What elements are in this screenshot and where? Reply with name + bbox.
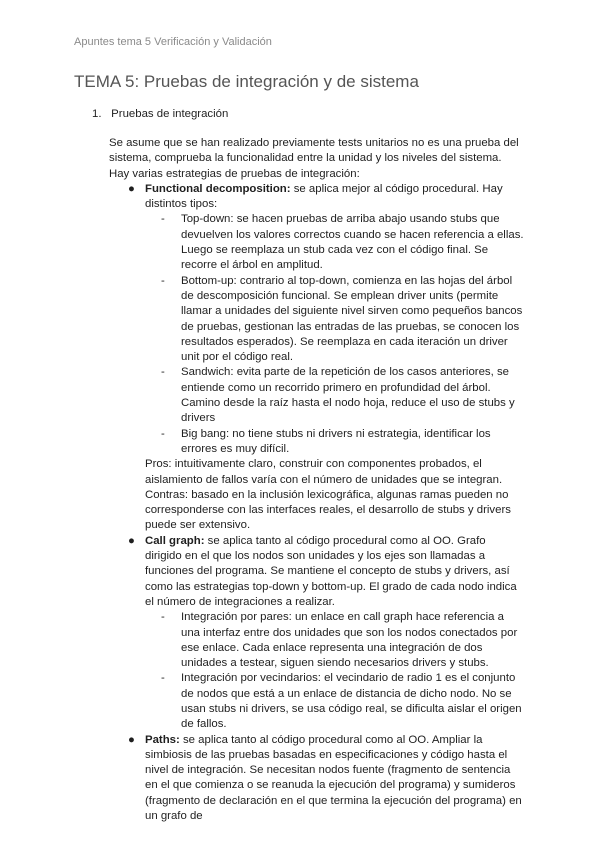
section-number: 1. <box>92 108 102 120</box>
sub-list-item <box>145 427 524 458</box>
document-body <box>109 136 524 824</box>
bullet-term: Paths: <box>145 733 180 746</box>
bullet-icon: ● <box>128 534 135 547</box>
bullet-icon: ● <box>128 182 135 195</box>
sub-item-text: Bottom-up: contrario al top-down, comienza en las hojas del árbol de descomposición funcional. Se emplean driver units (permite llamar a unidades del siguiente nivel sirven como pequeños bancos de pruebas, gestionan las entradas de las pruebas, se conocen los resultados esperados). Se reemplaza en cada iteración un driver unit por el código real. <box>181 274 523 364</box>
sub-list-item <box>145 212 524 273</box>
intro-paragraph: Se asume que se han realizado previamente tests unitarios no es una prueba del sistema, comprueba la funcionalidad entre la unidad y los niveles del sistema. <box>109 137 519 165</box>
sub-list-item <box>145 274 524 366</box>
sub-list-item <box>145 671 524 732</box>
sub-list-item <box>145 365 524 426</box>
sub-item-text: Integración por vecindarios: el vecindario de radio 1 es el conjunto de nodos que está a un enlace de distancia de dicho nodo. No se usan stubs ni drivers, se usa código real, se dificulta aislar el origen de fallos. <box>181 672 522 731</box>
cons-text: Contras: basado en la inclusión lexicográfica, algunas ramas pueden no corresponderse con las interfaces reales, el desarrollo de stubs y drivers puede ser extensivo. <box>145 488 511 532</box>
dash-icon: - <box>161 213 165 226</box>
sublist <box>145 212 524 457</box>
bullet-text: se aplica tanto al código procedural como al OO. Grafo dirigido en el que los nodos son unidades y los ejes son llamadas a funciones del programa. Se mantiene el concepto de stubs y drivers, así como las estrategias top-down y bottom-up. El grado de cada nodo indica el número de integraciones a realizar. <box>145 534 517 608</box>
pros-text: Pros: intuitivamente claro, construir con componentes probados, el aislamiento de fallos varía con el número de unidades que se integran. <box>145 458 503 486</box>
sublist <box>145 610 524 732</box>
section-heading <box>92 108 228 120</box>
sub-item-text: Sandwich: evita parte de la repetición de los casos anteriores, se entiende como un recorrido primero en profundidad del árbol. Camino desde la raíz hasta el nodo hoja, reduce el uso de stubs y drivers <box>181 366 515 425</box>
document-header: Apuntes tema 5 Verificación y Validación <box>74 36 272 48</box>
strategy-list <box>109 182 524 824</box>
bullet-text: se aplica tanto al código procedural como al OO. Ampliar la simbiosis de las pruebas basadas en especificaciones y código hasta el nivel de integración. Se necesitan nodos fuente (fragmento de sentencia en el que comienza o se reanuda la ejecución del programa) y sumideros (fragmento de declaración en el que termina la ejecución del programa) en un grafo de <box>145 733 522 823</box>
dash-icon: - <box>161 274 165 287</box>
sub-list-item <box>145 610 524 671</box>
dash-icon: - <box>161 427 165 440</box>
bullet-icon: ● <box>128 733 135 746</box>
sub-item-text: Top-down: se hacen pruebas de arriba abajo usando stubs que devuelven los valores correctos cuando se hacen referencia a ellas. Luego se reemplaza un stub cada vez con el código final. Se recorre el árbol en amplitud. <box>181 213 524 272</box>
bullet-term: Functional decomposition: <box>145 182 291 195</box>
dash-icon: - <box>161 611 165 624</box>
bullet-text: se aplica mejor al código procedural. Hay distintos tipos: <box>145 182 503 211</box>
dash-icon: - <box>161 672 165 685</box>
list-item-paths <box>109 733 524 825</box>
list-item-functional-decomposition <box>109 182 524 534</box>
sub-item-text: Big bang: no tiene stubs ni drivers ni estrategia, identificar los errores es muy difícil. <box>181 427 491 455</box>
page-title: TEMA 5: Pruebas de integración y de sistema <box>74 72 419 91</box>
dash-icon: - <box>161 366 165 379</box>
list-item-call-graph <box>109 534 524 733</box>
intro-paragraph-2: Hay varias estrategias de pruebas de integración: <box>109 167 360 180</box>
sub-item-text: Integración por pares: un enlace en call graph hace referencia a una interfaz entre dos unidades que son los nodos conectados por ese enlace. Cada enlace representa una integración de dos unidades a testear, siguen siendo necesarios drivers y stubs. <box>181 611 518 670</box>
bullet-term: Call graph: <box>145 534 205 547</box>
section-label: Pruebas de integración <box>111 108 229 120</box>
